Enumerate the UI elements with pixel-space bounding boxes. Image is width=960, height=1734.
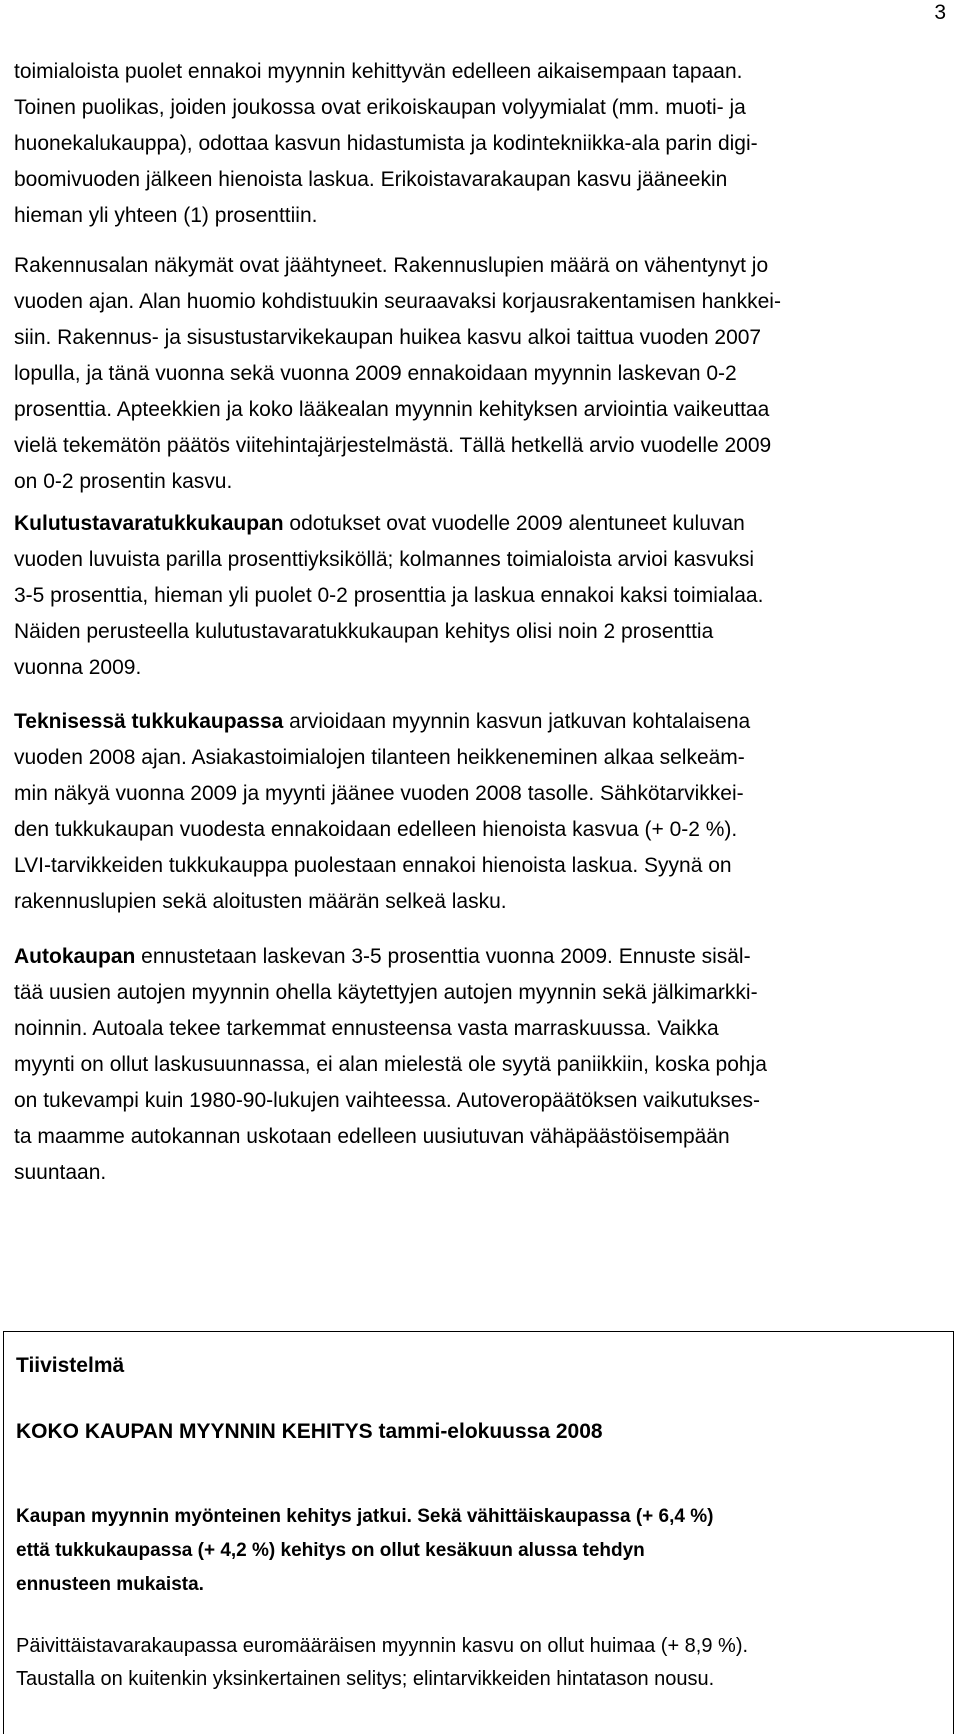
- text-line: Päivittäistavarakaupassa euromääräisen myynnin kasvu on ollut huimaa (+ 8,9 %).: [16, 1635, 749, 1657]
- text-line: ennusteen mukaista.: [16, 1574, 204, 1595]
- text-line: Kaupan myynnin myönteinen kehitys jatkui. Sekä vähittäiskaupassa (+ 6,4 %): [16, 1506, 714, 1527]
- text-run: odotukset ovat vuodelle 2009 alentuneet kuluvan: [283, 512, 745, 535]
- text-line: hieman yli yhteen (1) prosenttiin.: [14, 204, 318, 227]
- text-line: [14, 506, 944, 542]
- text-line: on tukevampi kuin 1980-90-lukujen vaihteessa. Autoveropäätöksen vaikutukses-: [14, 1089, 760, 1112]
- summary-subtitle: KOKO KAUPAN MYYNNIN KEHITYS tammi-elokuussa 2008: [16, 1420, 603, 1443]
- paragraph-technical-wholesale: [14, 704, 944, 920]
- text-line: noinnin. Autoala tekee tarkemmat ennusteensa vasta marraskuussa. Vaikka: [14, 1017, 719, 1040]
- text-line: Näiden perusteella kulutustavaratukkukaupan kehitys olisi noin 2 prosenttia: [14, 620, 714, 643]
- text-line: boomivuoden jälkeen hienoista laskua. Erikoistavarakaupan kasvu jääneekin: [14, 168, 728, 191]
- paragraph-car-trade: [14, 939, 944, 1191]
- paragraph-lead: Kulutustavaratukkukaupan: [14, 512, 284, 535]
- text-line: Rakennusalan näkymät ovat jäähtyneet. Rakennuslupien määrä on vähentynyt jo: [14, 254, 769, 277]
- text-line: prosenttia. Apteekkien ja koko lääkealan myynnin kehityksen arviointia vaikeuttaa: [14, 398, 770, 421]
- text-line: vielä tekemätön päätös viitehintajärjestelmästä. Tällä hetkellä arvio vuodelle 2009: [14, 434, 772, 457]
- summary-body: [16, 1630, 946, 1696]
- text-line: 3-5 prosenttia, hieman yli puolet 0-2 prosenttia ja laskua ennakoi kaksi toimialaa.: [14, 584, 764, 607]
- text-line: siin. Rakennus- ja sisustustarvikekaupan huikea kasvu alkoi taittua vuoden 2007: [14, 326, 762, 349]
- text-line: vuoden 2008 ajan. Asiakastoimialojen tilanteen heikkeneminen alkaa selkeäm-: [14, 746, 745, 769]
- summary-highlight: [16, 1500, 946, 1602]
- paragraph-retail-outlook: [14, 54, 944, 234]
- text-line: ta maamme autokannan uskotaan edelleen uusiutuvan vähäpäästöisempään: [14, 1125, 730, 1148]
- paragraph-lead: Autokaupan: [14, 945, 136, 968]
- text-line: Toinen puolikas, joiden joukossa ovat erikoiskaupan volyymialat (mm. muoti- ja: [14, 96, 746, 119]
- text-line: min näkyä vuonna 2009 ja myynti jäänee vuoden 2008 tasolle. Sähkötarvikkei-: [14, 782, 744, 805]
- summary-box: [3, 1331, 954, 1734]
- summary-title: Tiivistelmä: [16, 1354, 125, 1377]
- text-line: vuoden ajan. Alan huomio kohdistuukin seuraavaksi korjausrakentamisen hankkei-: [14, 290, 781, 313]
- text-run: arvioidaan myynnin kasvun jatkuvan kohtalaisena: [283, 710, 751, 733]
- text-line: LVI-tarvikkeiden tukkukauppa puolestaan ennakoi hienoista laskua. Syynä on: [14, 854, 732, 877]
- text-line: että tukkukaupassa (+ 4,2 %) kehitys on ollut kesäkuun alussa tehdyn: [16, 1540, 645, 1561]
- text-line: [14, 704, 944, 740]
- text-line: tää uusien autojen myynnin ohella käytettyjen autojen myynnin sekä jälkimarkki-: [14, 981, 758, 1004]
- text-line: vuonna 2009.: [14, 656, 142, 679]
- text-line: rakennuslupien sekä aloitusten määrän selkeä lasku.: [14, 890, 507, 913]
- text-line: huonekalukauppa), odottaa kasvun hidastumista ja kodintekniikka-ala parin digi-: [14, 132, 758, 155]
- text-line: den tukkukaupan vuodesta ennakoidaan edelleen hienoista kasvua (+ 0-2 %).: [14, 818, 738, 841]
- paragraph-lead: Teknisessä tukkukaupassa: [14, 710, 284, 733]
- text-line: myynti on ollut laskusuunnassa, ei alan mielestä ole syytä paniikkiin, koska pohja: [14, 1053, 767, 1076]
- page-number: 3: [934, 1, 946, 24]
- text-run: ennustetaan laskevan 3-5 prosenttia vuonna 2009. Ennuste sisäl-: [135, 945, 751, 968]
- text-line: vuoden luvuista parilla prosenttiyksiköllä; kolmannes toimialoista arvioi kasvuksi: [14, 548, 755, 571]
- paragraph-construction-outlook: [14, 248, 944, 500]
- paragraph-consumer-goods-wholesale: [14, 506, 944, 686]
- text-line: suuntaan.: [14, 1161, 107, 1184]
- text-line: on 0-2 prosentin kasvu.: [14, 470, 233, 493]
- text-line: [14, 939, 944, 975]
- text-line: toimialoista puolet ennakoi myynnin kehittyvän edelleen aikaisempaan tapaan.: [14, 60, 743, 83]
- text-line: Taustalla on kuitenkin yksinkertainen selitys; elintarvikkeiden hintatason nousu.: [16, 1668, 715, 1690]
- text-line: lopulla, ja tänä vuonna sekä vuonna 2009 ennakoidaan myynnin laskevan 0-2: [14, 362, 737, 385]
